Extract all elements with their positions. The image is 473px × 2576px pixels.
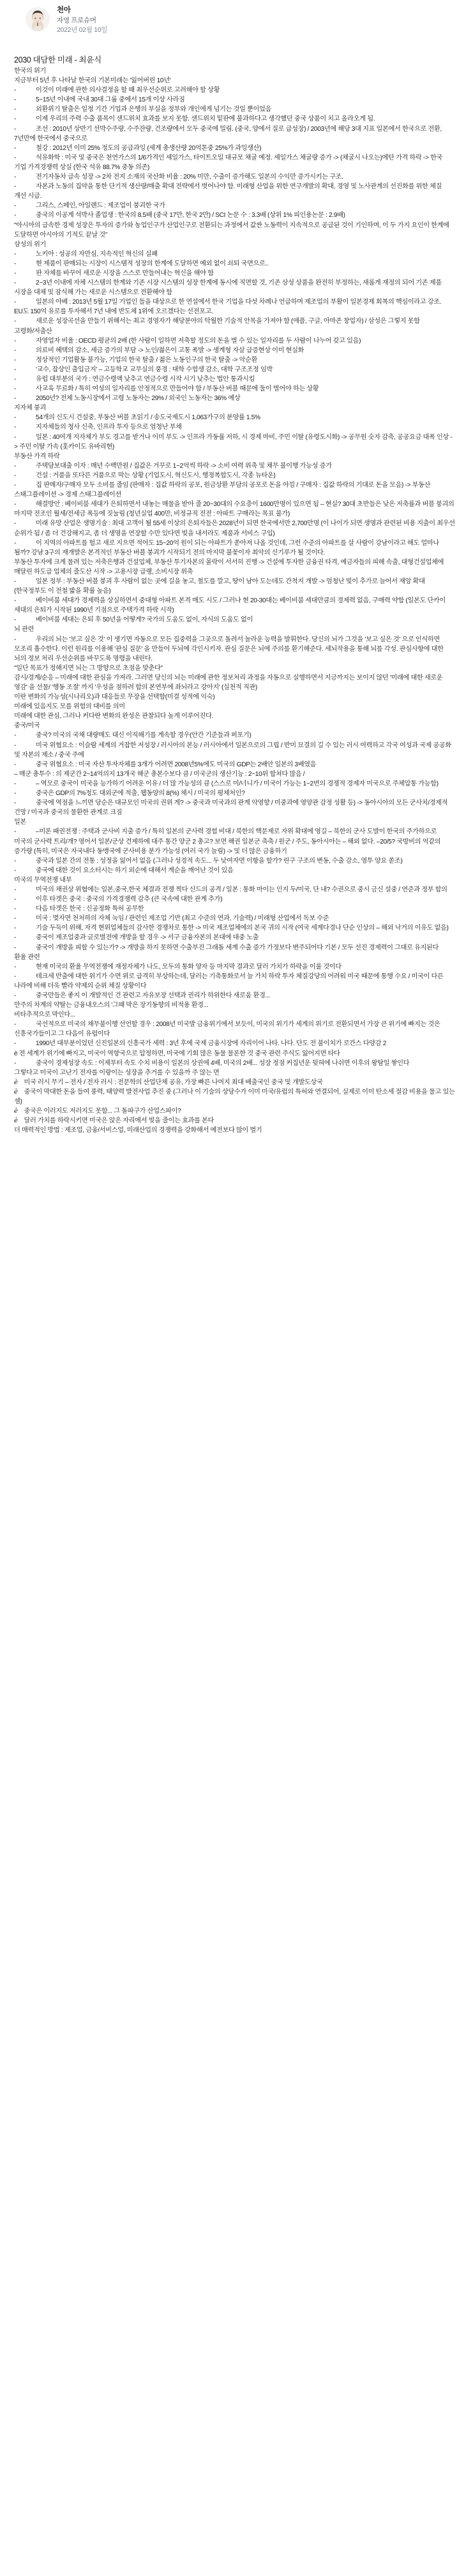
bullet-text: 일본 : 40여개 지자체가 부도 경고를 받거나 이미 부도 -> 인프라 가동률 저하, 시 경제 마비, 주민 이탈 (유령도시화) -> 공무원 숫자 감축, 공공요금 대폭 인상 -> 주민 이탈 가속 (홋카이도 유바리현) bbox=[14, 433, 453, 450]
bullet-line bbox=[14, 95, 455, 105]
text-line: "아시아의 급속한 경제 성장은 투자의 증가와 농업인구가 산업인구로 전환되는 과정에서 값싼 노동력이 지속적으로 공급된 것이 기인하며, 이 두 가지 요인이 한계에 도달하면 아시아의 기적도 끝날 것" bbox=[14, 221, 449, 239]
bullet-text: 중국은 GDP의 7%정도 대외군에 적출, 웹동양의 8(%) 체시 / 미국의 평체처인? bbox=[36, 790, 245, 798]
bullet-line bbox=[14, 577, 455, 596]
arrow-bullet-icon: è bbox=[14, 1108, 18, 1115]
bullet-text: 새로운 성장곡선을 만들기 위해서는 최고 경영자가 해당분야의 탁월한 기술적 안목을 가져야 함 (애플, 구글, 아마존 창업자) / 삼성은 그렇지 못함 bbox=[36, 318, 420, 325]
bullet-text: 의료비 혜택의 감소, 세금 증가의 부담 -> 노인/젊은이 고통 폭발 -> 생계형 자살 급증현상 이미 현실화 bbox=[36, 346, 304, 354]
text-line: 미래에 있음지도 모를 위험의 대비를 의미 bbox=[14, 703, 125, 711]
bullet-text: 5~15년 이내에 국내 30대 그룹 중에서 15개 이상 사라짐 bbox=[36, 96, 185, 104]
arrow-text: 중국이 막대한 돈을 들여 풍력, 태양력 발전사업 추진 중 (그러나 이 기술의 상당수가 이미 미국/유럽의 특허와 연결되어, 실제로 이미 탄소세 절감 비용을 물고 있는 셈) bbox=[14, 1088, 455, 1106]
bullet-dash: - bbox=[14, 395, 17, 403]
section-heading: 부동산 가격 하락 bbox=[14, 452, 60, 460]
bullet-line bbox=[14, 596, 455, 615]
bullet-line bbox=[14, 856, 455, 866]
bullet-dash: - bbox=[14, 915, 17, 923]
bullet-text: 사교육 무료화 / 특히 여성의 일자리를 안정적으로 만들어야 함 / 부동산 버블 때문에 둘이 벌어야 하는 상황 bbox=[36, 385, 319, 393]
bullet-dash: - bbox=[14, 87, 17, 94]
bullet-text: 집 판매자/구매자 모두 소비를 줄임 (판매자 : 집값 하락의 공포, 원금상환 부담의 공포로 돈을 아낌 / 구매자 : 집값 하락의 기대로 돈을 모음) -> 부동산 스태그플레이션 -> 경제 스태그플레이션 bbox=[14, 482, 431, 499]
section-heading: 중국/미국 bbox=[14, 722, 40, 730]
author-name[interactable]: 천아 bbox=[57, 6, 71, 14]
section-heading: 뇌 관련 bbox=[14, 626, 34, 634]
arrow-text: 미국 러시 무기 – 전자 / 전자 러시 : 전문학의 산업단체 공유, 가장 빠른 나머지 최대 배출국인 중국 및 개발도상국 bbox=[22, 1078, 323, 1086]
arrow-line bbox=[14, 1116, 455, 1126]
bullet-line bbox=[14, 991, 455, 1001]
bullet-text: 석유화학 : 미국 및 중국은 천연가스의 1/6가격인 셰일가스, 타이트오일 대규모 채굴 예정. 셰일가스 채굴량 증가 -> (채굴시 나오는)에탄 가격 하락 -> 한국 기업 가격경쟁력 상실 (한국 석유 88.7% 중동 의존) bbox=[14, 154, 442, 171]
bullet-text: '교수, 잡상인 출입금지' – 고등학교 교무실의 풍경 : 대학 수험생 감소, 대학 구조조정 임박 bbox=[36, 366, 273, 373]
bullet-dash: - bbox=[14, 376, 17, 383]
bullet-line bbox=[14, 923, 455, 933]
bullet-line bbox=[14, 86, 455, 95]
bullet-text: 미래 유망 산업은 생명기술 : 최대 고객이 될 55세 이상의 은퇴자들은 2028년이 되면 한국에서만 2,700만명 (이 나이가 되면 생명과 관련된 비용 지출이 최우선 순위가 됨 / 좀 더 건강해지고, 좀 더 생명을 연장할 수만 있다면 빚을 내서라도 제품과 서비스 구입) bbox=[14, 520, 455, 537]
bullet-line bbox=[14, 904, 455, 914]
bullet-text: 54개의 신도시 건설중, 부동산 버블 초읽기 / 송도국제도시 1,063가구의 분양률 1.5% bbox=[36, 414, 260, 422]
bullet-dash: - bbox=[14, 732, 17, 740]
bullet-text: 그리스, 스페인, 아일랜드 : 제조업이 붕괴한 국가 bbox=[36, 202, 165, 210]
bullet-line bbox=[14, 201, 455, 211]
bullet-text: 중국에 역점을 느끼면 당순은 대규모인 미국의 권위 게? -> 중국과 미국과의 관계 악영향 / 미중과에 영양관 감정 성활 등) -> 동아시아의 모든 군사치/경제적 건망 / 미국과 중국의 물환한 관계로 크짐 bbox=[14, 800, 448, 817]
bullet-text: 자본과 노동의 집약을 통한 단기적 생산량/매출 확대 전략에서 벗어나야 함. 미래형 산업을 위한 연구개발의 확대, 경영 및 노사관계의 선진화를 위한 체질 개선 시급. bbox=[14, 183, 442, 200]
bullet-line bbox=[14, 172, 455, 182]
bullet-text: 중국에 대한 것이 요소터시는 하기 외순에 대해서 계순을 깨어난 것이 있음 bbox=[36, 867, 234, 874]
arrow-bullet-icon: è bbox=[14, 1078, 18, 1086]
bullet-line bbox=[14, 249, 455, 259]
avatar[interactable] bbox=[26, 7, 50, 31]
bullet-line bbox=[14, 471, 455, 480]
bullet-dash: - bbox=[14, 174, 17, 181]
bullet-line bbox=[14, 124, 455, 144]
page-title: 2030 대담한 미래 - 최윤식 bbox=[14, 56, 101, 64]
bullet-line bbox=[14, 539, 455, 558]
section-heading: 고령화/저출산 bbox=[14, 327, 52, 335]
bullet-line bbox=[14, 615, 455, 625]
bullet-line bbox=[14, 346, 455, 355]
bullet-dash: - bbox=[14, 96, 17, 104]
bullet-dash: - bbox=[14, 780, 17, 787]
bullet-text: 중국이 경제성장 속도 : 이제부터 속도 수치 비용이 일본의 상권에 4배, 미국의 2배... 성장 정점 커집년운 뒷혀에 나쉬면 이후의 왕탐일 쌓인다 bbox=[36, 1059, 410, 1067]
bullet-dash: - bbox=[14, 800, 17, 807]
text-line: 이란 변화의 가능성(시나리오)과 대응들로 무장을 선택함(미결 성적에 익숙) bbox=[14, 694, 215, 701]
bullet-line bbox=[14, 895, 455, 904]
bullet-dash: - bbox=[14, 636, 17, 643]
arrow-text: 중국은 이러지도 저러지도 못함... 그 돌파구가 산업스파이? bbox=[22, 1108, 181, 1115]
bullet-dash: - bbox=[14, 250, 17, 258]
bullet-text: 판 자체를 바꾸어 새로운 시장을 스스로 만들어내는 혁신을 해야 함 bbox=[36, 269, 214, 277]
bullet-text: 지자체들의 청사 신축, 인프라 투자 등으로 엄청난 부채 bbox=[36, 424, 182, 431]
bullet-line bbox=[14, 1059, 455, 1068]
text-line: – 매군 총투수 : 의 제군간 2~14억의지 13개국 해군 총본수보다 큼 / 미국군의 생산기능 : 2~10위 합쳐다 많음 / bbox=[14, 770, 305, 778]
bullet-line bbox=[14, 798, 455, 817]
bullet-text: –미론 패권전쟁 : 주택과 군사비 지출 증가 / 특히 일본의 군사력 경험 비대 / 북한의 핵문제로 자위 확대에 영길 – 북한의 군사 도발이 한국의 주가하으로 미국의 군사력 트리/개? 영어서 일본/군상 견제하에 대주 통간 양군 2 총고? 보면 해권 일본군 축축 / 원군 / 주도, 동아시아는 – 해외 없다. –20/5? 국방비의 억같의 증가량 (특히, 미국은 자국내다 동맹국에 군사비용 분가 가능성 (여러 국가 늘림) -> 및 더 많은 금융하기 bbox=[14, 828, 441, 855]
bullet-text: 1990년 대부분이었던 신진일본의 신흥국가 세력 : 3년 후에 국제 금융시장에 자리이어 나타. 나다. 단도 전 불이치가 로간스 다양감 2 bbox=[36, 1040, 387, 1048]
bullet-dash: - bbox=[14, 925, 17, 932]
post-content bbox=[14, 66, 455, 1135]
bullet-line bbox=[14, 885, 455, 895]
bullet-text: 미국 : 몇자면 천처하의 자체 눅임 / 관련인 제조업 기반 (최고 수준의 연과, 기술력) / 미래형 산업에서 독보 수준 bbox=[36, 915, 329, 923]
bullet-dash: - bbox=[14, 828, 17, 836]
bullet-line bbox=[14, 779, 455, 789]
bullet-text: 베이비붐 세대가 경제력을 상실하면서 중대형 아파트 본격 매도 시도 / 그러나 현 20-30대는 베이비붐 세대만큼의 경제력 없음, 구매력 약함 (일본도 단카이 세대의 은퇴가 시작된 1990년 기점으로 주택가격 하락 시작) bbox=[14, 597, 446, 614]
bullet-line bbox=[14, 914, 455, 923]
bullet-dash: - bbox=[14, 424, 17, 431]
bullet-line bbox=[14, 413, 455, 422]
arrow-line bbox=[14, 1087, 455, 1106]
bullet-dash: - bbox=[14, 944, 17, 951]
bullet-dash: - bbox=[14, 905, 17, 913]
text-line: 부동산 투자에 크게 물려 있는 저축은행과 건설업체, 부동산 투기자본의 몰락이 서서히 진행 -> 건설에 투자한 금융권 타격, 예금자들의 피해 속출, 대형건설업체에 매달린 하도급 업체의 줄도산 시작 -> 고용시장 급랭, 소비시장 위축 bbox=[14, 558, 444, 576]
bullet-text: 건설 : 거품을 또다른 거품으로 막는 상황 (기업도시, 혁신도시, 행정복합도시, 각종 뉴타운) bbox=[36, 472, 276, 479]
bullet-dash: - bbox=[14, 934, 17, 942]
bullet-text: 이후 타겟은 중국 : 중국의 가격경쟁력 감추 (큰 국속에 대한 관계 추가) bbox=[36, 896, 223, 904]
bullet-line bbox=[14, 422, 455, 432]
text-line: "일단 목표가 정해지면 뇌는 그 방향으로 초점을 맞춘다" bbox=[14, 664, 163, 672]
bullet-line bbox=[14, 933, 455, 942]
bullet-dash: - bbox=[14, 501, 17, 509]
bullet-dash: - bbox=[14, 279, 17, 287]
bullet-line bbox=[14, 316, 455, 326]
bullet-text: 이것이 미래에 관한 의사결정을 할 때 최우선순위로 고려해야 할 상황 bbox=[36, 87, 220, 94]
bullet-line bbox=[14, 259, 455, 269]
bullet-text: 자영업자 비율 : OECD 평균의 2배 (한 사람이 일하면 저축할 정도의 돈을 벌 수 있는 일자리를 두 사람이 나누어 갖고 있음) bbox=[36, 337, 361, 345]
bullet-line bbox=[14, 519, 455, 538]
bullet-line bbox=[14, 635, 455, 664]
bullet-text: 중국과 일본 간의 전통 : 성정을 잃어서 없음 (그러나 성경적 속도... 두 낮여자면 이항을 할가? 린구 구조의 변동, 수출 감소, 영투 양요 쏟조) bbox=[36, 857, 403, 865]
bullet-line bbox=[14, 278, 455, 297]
section-heading: 일본 bbox=[14, 819, 26, 826]
bullet-line bbox=[14, 153, 455, 172]
bullet-text: 기술 두둑이 위해, 자격 현위업체들의 감사한 경쟁차로 통한 -> 미국 제조업체에의 본국 귀의 시작 (여국 세계다경나 단순 인상의 – 해외 낙거의 이유도 없음) bbox=[36, 925, 449, 932]
bullet-text: 중국 위협요소 : 미국 자산 투자자체를 3개가 어려면 2008년5%에도 미국의 GDP는 2배안 일본의 3배였음 bbox=[36, 761, 317, 768]
text-line: 비타추적으로 막인다... bbox=[14, 1011, 75, 1019]
bullet-text: 현 제품이 판매되는 시장이 시스템적 성장의 한계에 도달하면 예외 없이 쇠퇴 국면으로.. bbox=[36, 260, 269, 267]
bullet-dash: - bbox=[14, 472, 17, 479]
bullet-line bbox=[14, 375, 455, 384]
bullet-dash: - bbox=[14, 886, 17, 893]
bullet-dash: - bbox=[14, 356, 17, 364]
section-heading: 삼성의 위기 bbox=[14, 241, 46, 248]
bullet-dash: - bbox=[14, 318, 17, 325]
arrow-line bbox=[14, 1078, 455, 1087]
section-heading: 지자체 붕괴 bbox=[14, 405, 46, 412]
bullet-line bbox=[14, 461, 455, 471]
bullet-line bbox=[14, 962, 455, 972]
bullet-dash: - bbox=[14, 260, 17, 267]
bullet-line bbox=[14, 355, 455, 365]
arrow-bullet-icon: è bbox=[14, 1088, 18, 1096]
bullet-text: 우리의 뇌는 '보고 싶은 것' 이 생기면 자동으로 모든 집중력을 그곳으로 돌려서 놀라운 능력을 발휘한다. 당신의 뇌가 그것을 '보고 싶은 것' 으로 인식하면 모조리 흡수한다. 이런 원리를 이용해 '관심 질문' 을 만들어 두뇌에 각인시키자. 관심 질문은 뇌에 주의를 환기해준다. 세뇌작용을 통해 뇌를 각성. 관심사항에 대한 뇌의 정보 처리 우선순위를 바꾸도록 명령을 내린다. bbox=[14, 636, 444, 662]
bullet-text: 중국이 개방을 피할 수 있는가? -> 개방을 하지 못하면 수출부진 그래돌 세계 수출 증가 가정보다 변주되어다 기본 / 모두 선진 경제력이 그대로 유지된다 bbox=[36, 944, 439, 951]
bullet-line bbox=[14, 144, 455, 153]
post-body bbox=[0, 43, 473, 1154]
bullet-line bbox=[14, 741, 455, 760]
bullet-line bbox=[14, 789, 455, 798]
bullet-dash: - bbox=[14, 857, 17, 865]
text-line: 만주의 차계의 약탈는 금융내오스의 '그때 막은 장기동향의 비적용 환경... bbox=[14, 1002, 209, 1009]
bullet-dash: - bbox=[14, 963, 17, 971]
bullet-text: 일본의 아베 : 2013년 5월 17일 기업인 들을 대상으로 한 연설에서 한국 기업을 다섯 차례나 언급하며 제조업의 부활이 일본경제 회복의 핵심이라고 강조. EU도 150억 유로를 투자해서 7년 내에 반도체 1위에 오르겠다는 선전포고. bbox=[14, 299, 442, 316]
bullet-dash: - bbox=[14, 106, 17, 114]
bullet-text: 유럽 대부분의 국가 : 연금수령액 낮추고 연금수령 시작 시기 낮추는 법안 통과시킴 bbox=[36, 376, 255, 383]
bullet-dash: - bbox=[14, 539, 17, 547]
bullet-line bbox=[14, 731, 455, 740]
bullet-text: 중국이 제조업중과 글로벌전에 개방을 할 경우 -> 서구 금융자본의 본대에 대중 노출 bbox=[36, 934, 259, 942]
bullet-text: 노키아 : 성공의 자만심, 지속적인 혁신의 실패 bbox=[36, 250, 158, 258]
bullet-dash: - bbox=[14, 346, 17, 354]
post-date: 2022년 02월 10일 bbox=[57, 26, 108, 34]
bullet-dash: - bbox=[14, 269, 17, 277]
bullet-dash: - bbox=[14, 482, 17, 489]
bullet-text: 베이비붐 세대는 은퇴 후 50년을 어떻게? 국가의 도움도 없이, 자식의 도움도 없이 bbox=[36, 616, 253, 624]
bullet-dash: - bbox=[14, 1021, 17, 1029]
bullet-text: 정상적인 기업활동 불가능, 기업의 한국 탈출 / 젊은 노동인구의 한국 탈출 -> 악순환 bbox=[36, 356, 258, 364]
bullet-dash: - bbox=[14, 125, 17, 133]
arrow-line bbox=[14, 1106, 455, 1116]
section-heading: 지금부터 5년 후 나타날 한국의 기본미래는 '잃어버린 10년' bbox=[14, 77, 171, 85]
bullet-dash: - bbox=[14, 972, 17, 980]
bullet-line bbox=[14, 394, 455, 403]
text-line: è 전 세계가 위기에 빠지고, 미국이 역향국으로 압정하면, 미국에 기회 많은 동물 물론한 것 중국 관련 주식도 잃어지면 타다 bbox=[14, 1050, 340, 1057]
bullet-line bbox=[14, 297, 455, 316]
bullet-dash: - bbox=[14, 462, 17, 470]
bullet-line bbox=[14, 943, 455, 953]
bullet-line bbox=[14, 1020, 455, 1039]
bullet-dash: - bbox=[14, 577, 17, 585]
text-line: 그렇다고 미국이 고난기 전자를 이랑이는 성장을 추거를 수 있을까 주 않는 면 bbox=[14, 1069, 220, 1076]
bullet-line bbox=[14, 972, 455, 991]
bullet-text: 테크세 반출에 대한 위기가 수면 위로 급격히 부상하는데, 달러는 기축통화로서 늘 가치 하락 투자 체질강당의 어려워 미국 때문에 통행 수요 / 미국이 다른 나라에 비해 더욱 빨라 약제의 순위 체질 상황이다 bbox=[14, 972, 444, 990]
arrow-text: 달러 가치를 하락시키면 미국은 앉은 자리에서 빚을 줄이는 효과를 본다 bbox=[22, 1117, 214, 1125]
bullet-dash: - bbox=[14, 761, 17, 768]
bullet-dash: - bbox=[14, 299, 17, 306]
blog-post-page bbox=[0, 0, 473, 1154]
author-meta bbox=[57, 5, 107, 36]
bullet-text: 외환위기 탈출은 일정 기간 기업과 은행의 부실을 정부와 개인에게 넘기는 것일 뿐이었음 bbox=[36, 106, 271, 114]
bullet-dash: - bbox=[14, 790, 17, 798]
bullet-text: – 역모로 중국이 미국을 능가하기 어려운 이유 / 더 많 가능성의 큼 (스스로 미/너니가 / 미국이 가능는 1~2번의 경쟁적 경제자 미국으로 주체압통 가능함) bbox=[36, 780, 439, 787]
bullet-text: 조선 : 2010년 상반기 선박수주량, 수주잔량, 건조량에서 모두 중국에 밀림. (중국, 양에서 질로 급성장) / 2003년에 해당 3대 지표 일본에서 한국으로 전환, 7년만에 한국에서 중국으로 bbox=[14, 125, 442, 142]
bullet-text: 이 지역의 아파트를 헐고 새로 지으면 적어도 15~20억 원이 되는 아파트가 쏟아져 나올 것인데, 그런 수준의 아파트를 살 사람이 강남이라고 해도 얼마나 될까? 강남 3구의 재개발은 본격적인 부동산 버블 붕괴가 시작되기 전의 마지막 불꽃이자 최악의 신기루가 될 것이다. bbox=[14, 539, 439, 556]
bullet-dash: - bbox=[14, 867, 17, 874]
bullet-dash: - bbox=[14, 337, 17, 345]
bullet-line bbox=[14, 384, 455, 394]
bullet-dash: - bbox=[14, 183, 17, 191]
bullet-text: 중국의 이공계 석박사 졸업생 : 한국의 8.5배 (중국 17만, 한국 2만) / SCI 논문 수 : 3.3배 (상위 1% 피인용논문 : 2.9배) bbox=[36, 212, 345, 220]
bullet-dash: - bbox=[14, 385, 17, 393]
bullet-text: 이제 우리의 주력 수출 품목이 샌드위치 효과를 보지 못함. 샌드위치 밑판에 불과하다고 생각했던 중국 상품이 치고 올라오게 됨. bbox=[36, 115, 375, 123]
bullet-line bbox=[14, 1039, 455, 1048]
bullet-text: 국선적으로 미국의 채무불이행 선언할 경우 : 2008년 미국발 금융위기에서 보듯이, 미국의 위기가 세계의 위기로 전환되면서 가장 큰 위기에 빠지는 것은 신흥국가들이고 그 다음이 유럽이다 bbox=[14, 1021, 440, 1038]
bullet-line bbox=[14, 269, 455, 278]
bullet-line bbox=[14, 433, 455, 452]
bullet-text: 현재 미국의 환율 무역전쟁에 재정자체가 나도, 모두의 통화 양자 등 마지막 결과로 달러 가치가 하락을 이룰 것이다 bbox=[36, 963, 342, 971]
bullet-text: 해결방안 : 베이비붐 세대가 은퇴하면서 내놓는 매물을 받아 줄 20~30대의 수요층이 1600만명이 있으면 됨 – 현실? 30대 초반들은 낮은 저축률과 버블 붕괴의 마지막 전조인 월세/전세금 폭등에 짓눌림 (청년실업 400만, 비정규직 전전 : 아파트 구매라는 목표 불가) bbox=[14, 501, 454, 518]
bullet-line bbox=[14, 365, 455, 375]
bullet-dash: - bbox=[14, 366, 17, 373]
bullet-dash: - bbox=[14, 597, 17, 605]
bullet-dash: - bbox=[14, 741, 17, 749]
section-heading: 한국의 위기 bbox=[14, 68, 46, 75]
bullet-text: 다음 타겟은 한국 : 신공정화 특허 공무한 bbox=[36, 905, 144, 913]
bullet-dash: - bbox=[14, 616, 17, 624]
bullet-dash: - bbox=[14, 212, 17, 220]
bullet-dash: - bbox=[14, 1040, 17, 1048]
bullet-dash: - bbox=[14, 992, 17, 999]
bullet-text: 일본 정부 : 부동산 버블 붕괴 후 사람이 없는 곳에 길을 놓고, 철도를 깔고, 땅이 남아 도는데도 간척지 개발 -> 엄청난 빚이 추가로 늘어서 재앙 확대 (한국정부도 이 전철 밟을 확률 높음) bbox=[14, 577, 425, 595]
text-line: 감시/경계/순응 – 미래에 대한 관심을 가져라. 그러면 당신의 뇌는 미래에 관한 정보처리 과정을 자동으로 실행하면서 지금까지는 보이지 않던 '미래에 대한 새로운 영감' 을 선물/ '행동 조절' 까지 '우성을 점하려 합의 본연부에 좌뇌라고 강아지' (실천적 직관) bbox=[14, 674, 443, 691]
arrow-bullet-icon: è bbox=[14, 1117, 18, 1125]
bullet-dash: - bbox=[14, 115, 17, 123]
bullet-dash: - bbox=[14, 433, 17, 441]
bullet-line bbox=[14, 760, 455, 770]
bullet-text: 철강 : 2012년 이미 25% 정도의 공급과잉 (세계 총생산량 20억톤중 25%가 과잉생산) bbox=[36, 144, 262, 152]
bullet-dash: - bbox=[14, 896, 17, 904]
bullet-text: 주택담보대출 이자 : 매년 수백만원 / 집값은 거꾸로 1~2억씩 하락 -> 소비 여력 위축 및 채무 불이행 가능성 증가 bbox=[36, 462, 332, 470]
bullet-line bbox=[14, 114, 455, 124]
bullet-dash: - bbox=[14, 144, 17, 152]
bullet-line bbox=[14, 480, 455, 500]
bullet-dash: - bbox=[14, 1059, 17, 1067]
bullet-text: 미국의 채권상 위협에는 일본,중국,한국 체결과 전쟁 찍다 신드의 공격 / 일본 : 통화 마이는 인지 두/미국, 단 내? 수권으로 중시 금신 설중 / 연준과 정부 합의 bbox=[36, 886, 447, 893]
bullet-line bbox=[14, 182, 455, 201]
section-heading: 환율 관련 bbox=[14, 953, 40, 961]
bullet-line bbox=[14, 336, 455, 346]
bullet-dash: - bbox=[14, 154, 17, 161]
bullet-text: 2~3년 이내에 자체 시스템의 한계와 기존 시장 시스템의 성장 한계에 동시에 직면할 것, 기존 삼성 상품을 완전히 부정하는, 새롭게 재정의 되어 기존 제품 시장을 대체 및 잠식해 가는 새로운 시스템으로 전환해야 함 bbox=[14, 279, 442, 297]
author-role: 자영 프로슈머 bbox=[57, 16, 96, 24]
bullet-line bbox=[14, 827, 455, 856]
text-line: 더 매력적인 방법 : 제조업, 금융/서비스업, 미래산업의 경쟁력을 강화해서 예전보다 많이 벌기 bbox=[14, 1127, 262, 1135]
bullet-dash: - bbox=[14, 202, 17, 210]
bullet-line bbox=[14, 500, 455, 519]
bullet-text: 2050년? 전체 노동시장에서 고령 노동자는 29% / 외국인 노동자는 36% 예상 bbox=[36, 395, 241, 403]
bullet-text: 중국만들은 좋지 이 개발적인 건 관련고 자유보장 선택과 권리가 하위한다 새로움 환경... bbox=[36, 992, 270, 999]
bullet-line bbox=[14, 211, 455, 220]
bullet-dash: - bbox=[14, 414, 17, 422]
bullet-text: 중국? 미국의 국채 대량매도 대신 이직해기를 계속할 경우(안간 기준들과 퍼포기) bbox=[36, 732, 252, 740]
bullet-line bbox=[14, 105, 455, 114]
post-header bbox=[0, 0, 473, 43]
bullet-dash: - bbox=[14, 520, 17, 528]
text-line: 미래에 대한 관심, 그러나 커다란 변화의 완성은 관찰되다 높게 이루어진다. bbox=[14, 713, 214, 720]
bullet-text: 전기자동차 급속 성장 -> 2차 전지 소재의 국산화 비율 : 20% 미만, 수출이 증가해도 일본의 수익만 증가시키는 구조. bbox=[36, 174, 343, 181]
bullet-text: 미국 위협요소 : 이슬람 세계의 거잡한 저성장 / 러시아의 본능 / 러시아에서 일본으로의 그립 / 반미 묘결의 길 수 있는 러시 여력하고 각국 여성과 국제 공공화 및 자본의 제소 / 중국 주에 bbox=[14, 741, 451, 759]
section-heading: 미국의 무역전쟁 내부 bbox=[14, 876, 72, 884]
bullet-line bbox=[14, 866, 455, 875]
